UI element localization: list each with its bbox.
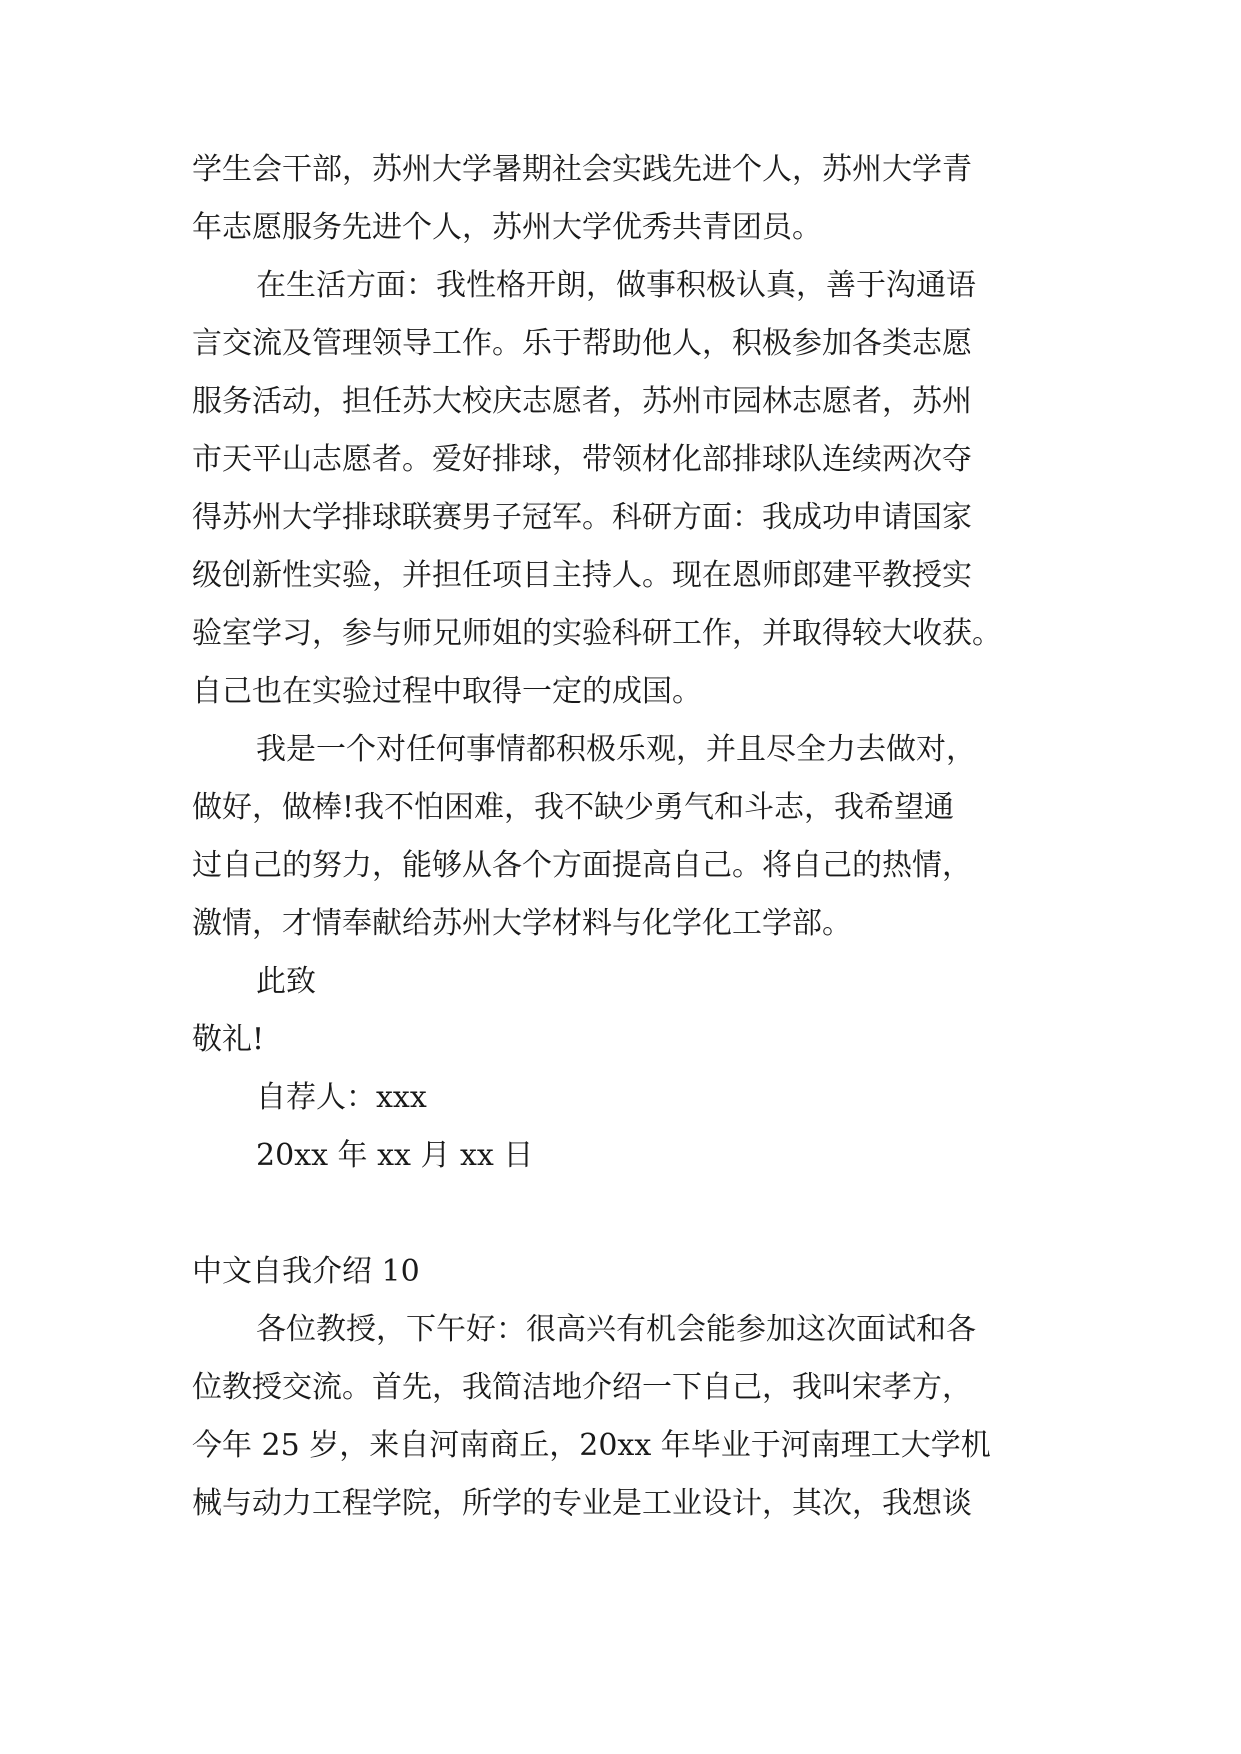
section-title: 中文自我介绍 10 [192,1254,420,1289]
paragraph-line: 过自己的努力，能够从各个方面提高自己。将自己的热情， [192,848,972,883]
paragraph-line: 今年 25 岁，来自河南商丘，20xx 年毕业于河南理工大学机 [192,1428,991,1463]
paragraph-line: 位教授交流。首先，我简洁地介绍一下自己，我叫宋孝方， [192,1370,972,1405]
paragraph-line: 激情，才情奉献给苏州大学材料与化学化工学部。 [192,906,852,941]
paragraph-line: 在生活方面：我性格开朗，做事积极认真，善于沟通语 [256,268,976,303]
paragraph-line: 自己也在实验过程中取得一定的成国。 [192,674,702,709]
closing-line: 此致 [256,964,316,999]
paragraph-line: 学生会干部，苏州大学暑期社会实践先进个人，苏州大学青 [192,152,972,187]
paragraph-line: 市天平山志愿者。爱好排球，带领材化部排球队连续两次夺 [192,442,972,477]
paragraph-line: 我是一个对任何事情都积极乐观，并且尽全力去做对， [256,732,976,767]
paragraph-line: 级创新性实验，并担任项目主持人。现在恩师郎建平教授实 [192,558,972,593]
paragraph-line: 服务活动，担任苏大校庆志愿者，苏州市园林志愿者，苏州 [192,384,972,419]
paragraph-line: 验室学习，参与师兄师姐的实验科研工作，并取得较大收获。 [192,616,1002,651]
date-line: 20xx 年 xx 月 xx 日 [256,1138,534,1173]
paragraph-line: 年志愿服务先进个人，苏州大学优秀共青团员。 [192,210,822,245]
paragraph-line: 做好，做棒!我不怕困难，我不缺少勇气和斗志，我希望通 [192,790,955,825]
paragraph-line: 各位教授，下午好：很高兴有机会能参加这次面试和各 [256,1312,976,1347]
paragraph-line: 言交流及管理领导工作。乐于帮助他人，积极参加各类志愿 [192,326,972,361]
paragraph-line: 得苏州大学排球联赛男子冠军。科研方面：我成功申请国家 [192,500,972,535]
salutation-line: 敬礼! [192,1022,265,1057]
paragraph-line: 械与动力工程学院，所学的专业是工业设计，其次，我想谈 [192,1486,972,1521]
signature-line: 自荐人：xxx [256,1080,427,1115]
